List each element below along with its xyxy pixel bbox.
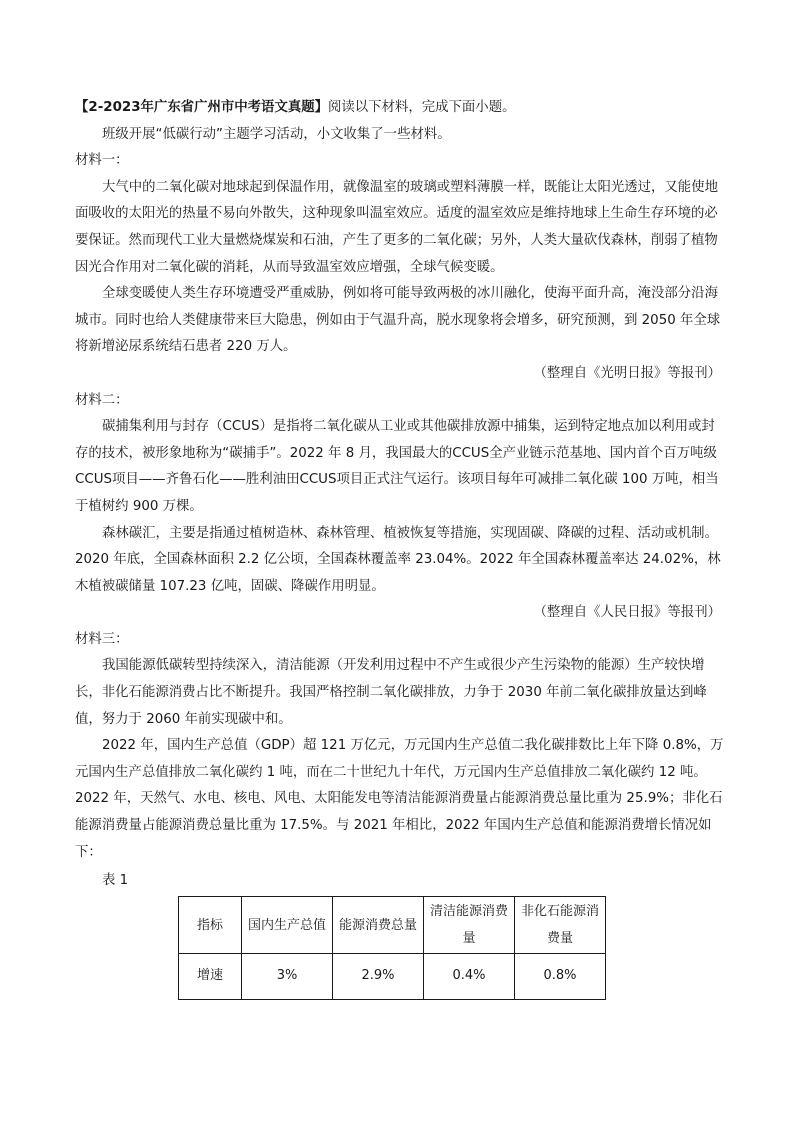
- table-header-cell: 指标: [179, 897, 242, 954]
- source-tag: 【2-2023年广东省广州市中考语文真题】: [75, 100, 329, 115]
- material1-source: （整理自《光明日报》等报刊）: [533, 365, 721, 381]
- material1-paragraph: 大气中的二氧化碳对地球起到保温作用，就像温室的玻璃或塑料薄膜一样，既能让太阳光透过，又能使地面吸收的太阳光的热量不易向外散失，这种现象叫温室效应。适度的温室效应是维持地球上生命生存环境的必要保证。然而现代工业大量燃烧煤炭和石油，产生了更多的二氧化碳；另外，人类大量砍伐森林，削弱了植物因光合作用对二氧化碳的消耗，从而导致温室效应增强，全球气候变暖。: [75, 179, 718, 275]
- instruction-text: 阅读以下材料，完成下面小题。: [328, 100, 516, 115]
- table-row-label: 增速: [179, 954, 242, 1000]
- table-cell: 0.8%: [515, 954, 606, 1000]
- question-header: [75, 95, 725, 122]
- table-cell: 0.4%: [424, 954, 515, 1000]
- material2-heading: 材料二：: [75, 392, 129, 408]
- table-header-cell: 国内生产总值: [242, 897, 333, 954]
- material1-paragraph: 全球变暖使人类生存环境遭受严重威胁，例如将可能导致两极的冰川融化，使海平面升高，淹没部分沿海城市。同时也给人类健康带来巨大隐患，例如由于气温升高，脱水现象将会增多，研究预测，到 2050 年全球将新增泌尿系统结石患者 220 万人。: [75, 286, 721, 355]
- document-content: [75, 95, 725, 1000]
- material3-paragraph: 2022 年，国内生产总值（GDP）超 121 万亿元，万元国内生产总值二我化碳排数比上年下降 0.8%，万元国内生产总值排放二氧化碳约 1 吨，而在二十世纪九十年代，万元国内生产总值排放二氧化碳约 12 吨。2022 年，天然气、水电、核电、风电、太阳能发电等清洁能源消费量占能源消费总量比重为 25.9%；非化石能源消费量占能源消费总量比重为 17.5%。与 2021 年相比，2022 年国内生产总值和能源消费增长情况如下：: [75, 738, 724, 860]
- material1-heading: 材料一：: [75, 153, 129, 169]
- table-header-cell: 非化石能源消费量: [515, 897, 606, 954]
- table-header-cell: 清洁能源消费量: [424, 897, 515, 954]
- table-cell: 2.9%: [333, 954, 424, 1000]
- material3-paragraph: 我国能源低碳转型持续深入，清洁能源（开发利用过程中不产生或很少产生污染物的能源）生产较快增长，非化石能源消费占比不断提升。我国严格控制二氧化碳排放，力争于 2030 年前二氧化碳排放量达到峰值，努力于 2060 年前实现碳中和。: [75, 658, 707, 727]
- material2-paragraph: 碳捕集利用与封存（CCUS）是指将二氧化碳从工业或其他碳排放源中捕集，运到特定地点加以利用或封存的技术，被形象地称为“碳捕手”。2022 年 8 月，我国最大的CCUS全产业链示范基地、国内首个百万吨级CCUS项目——齐鲁石化——胜利油田CCUS项目正式注气运行。该项目每年可减排二氧化碳 100 万吨，相当于植树约 900 万棵。: [75, 419, 719, 514]
- growth-table: [178, 896, 606, 1000]
- table-caption: 表 1: [102, 873, 129, 889]
- table-header-cell: 能源消费总量: [333, 897, 424, 954]
- table-header-row: [179, 897, 606, 954]
- table-cell: 3%: [242, 954, 333, 1000]
- table-row: [179, 954, 606, 1000]
- material3-heading: 材料三：: [75, 631, 129, 647]
- intro-paragraph: 班级开展“低碳行动”主题学习活动，小文收集了一些材料。: [102, 126, 451, 142]
- material2-paragraph: 森林碳汇，主要是指通过植树造林、森林管理、植被恢复等措施，实现固碳、降碳的过程、活动或机制。2020 年底，全国森林面积 2.2 亿公顷，全国森林覆盖率 23.04%。2022 年全国森林覆盖率达 24.02%，林木植被碳储量 107.23 亿吨，固碳、降碳作用明显。: [75, 525, 721, 594]
- material2-source: （整理自《人民日报》等报刊）: [533, 605, 721, 621]
